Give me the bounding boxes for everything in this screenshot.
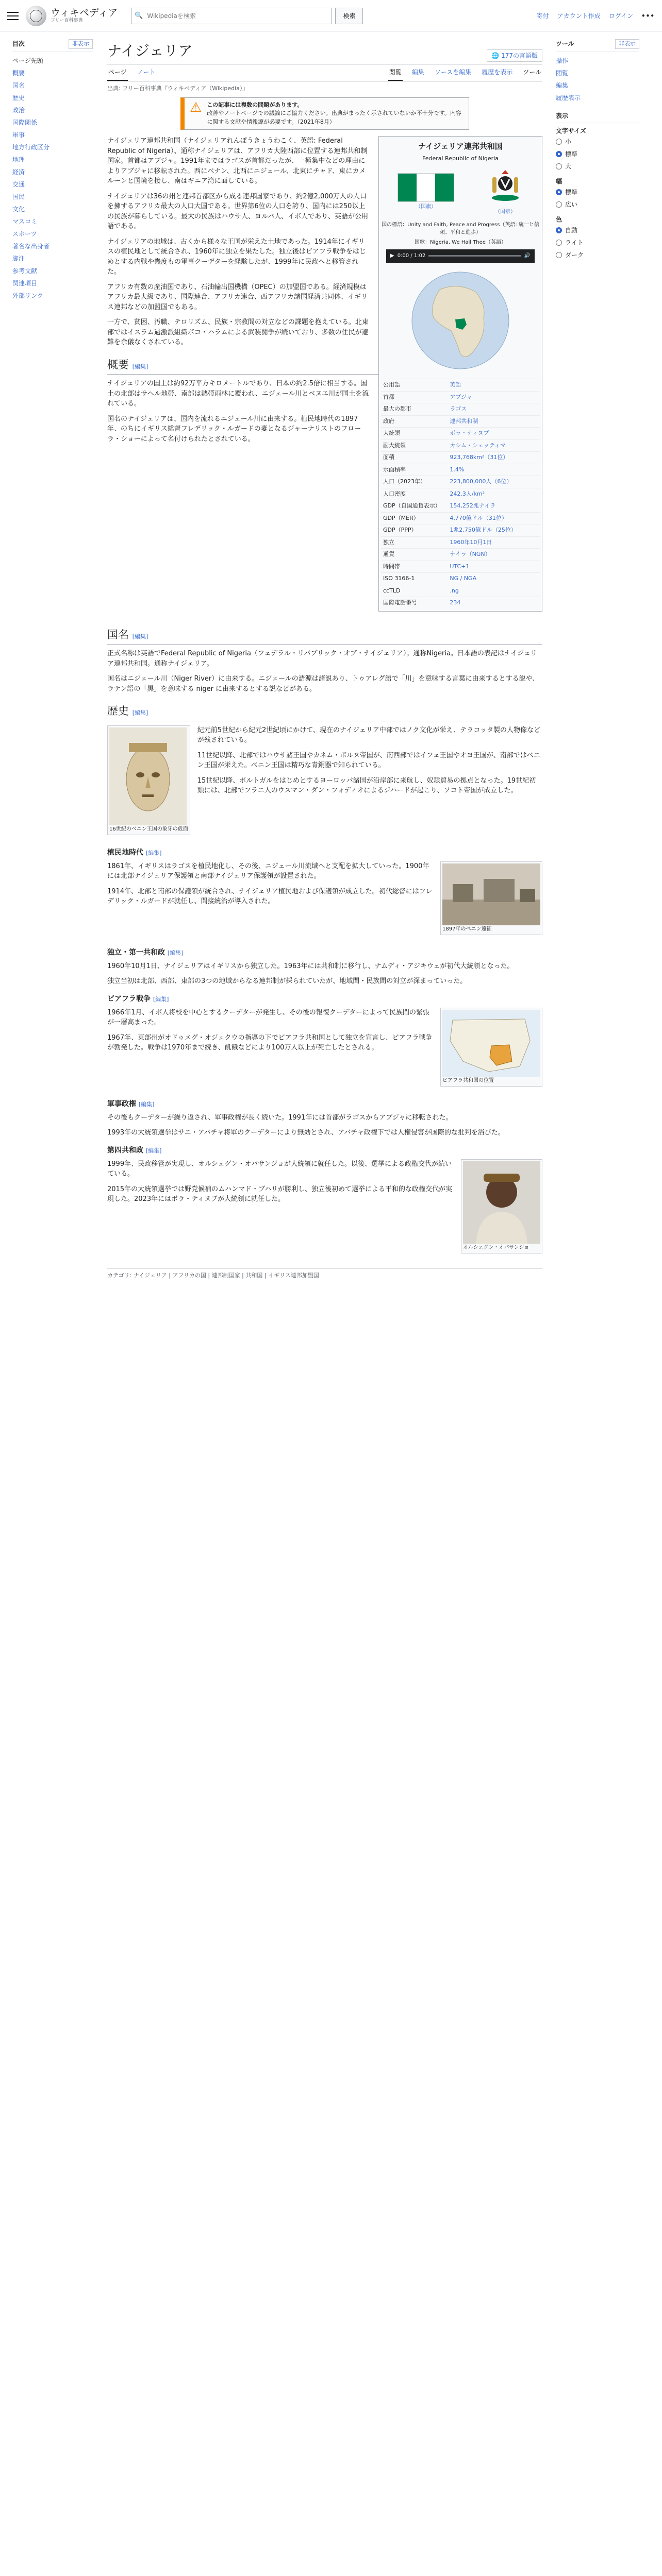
width-label: 幅 (556, 177, 562, 185)
history-paragraph: 11世紀以降、北部ではハウサ諸王国やカネム・ボルヌ帝国が、南西部ではイフェ王国やオヨ王国が、南部ではベニン王国が栄えた。ベニン王国は精巧な青銅器で知られている。 (197, 751, 540, 769)
infobox-row (381, 573, 540, 585)
infobox-key: GDP（自国通貨表示） (381, 500, 448, 513)
infobox-value[interactable]: UTC+1 (448, 561, 540, 573)
appearance-title: 表示 (556, 112, 569, 120)
infobox-row (381, 536, 540, 549)
toc-item[interactable]: 概要 (12, 69, 25, 77)
tool-link[interactable]: 閲覧 (556, 69, 569, 77)
infobox-row (381, 561, 540, 573)
colonial-paragraph: 1914年、北部と南部の保護領が統合され、ナイジェリア植民地および保護領が成立した。初代総督にはフレデリック・ルガードが就任し、間接統治が導入された。 (107, 887, 433, 905)
infobox-key: 大統領 (381, 428, 448, 440)
infobox-key: 独立 (381, 536, 448, 549)
width-option[interactable]: 標準 (556, 186, 639, 198)
fourth-paragraph: 1999年、民政移管が実現し、オルシェグン・オバサンジョが大統領に就任した。以後、選挙による政権交代が続いている。 (107, 1160, 452, 1178)
toc-item[interactable]: 経済 (12, 168, 25, 176)
history-paragraph: 紀元前5世紀から紀元2世紀頃にかけて、現在のナイジェリア中部ではノク文化が栄え、テラコッタ製の人物像などが残されている。 (197, 726, 540, 744)
tool-link[interactable]: 操作 (556, 57, 569, 64)
infobox-key: 人口密度 (381, 488, 448, 500)
lead-paragraph: ナイジェリア連邦共和国（ナイジェリアれんぽうきょうわこく、英語: Federal Republic of Nigeria）、通称ナイジェリアは、アフリカ大陸西部に位置する連邦共和制国家。首都はアブジャ。1991年まではラゴスが首都だったが、一極集中などの理由によりアブジャに移転された。西にベナン、北西にニジェール、北東にチャド、東にカメルーンと国境を接し、南はギニア湾に面している。 (107, 137, 368, 185)
toc-title: 目次 (12, 40, 25, 47)
infobox-row (381, 439, 540, 452)
toc-item[interactable]: マスコミ (12, 217, 38, 225)
colonial-thumbnail[interactable] (440, 861, 542, 935)
infobox-value[interactable]: 1.4% (448, 464, 540, 476)
tools-hide-button[interactable]: 非表示 (615, 39, 639, 49)
military-paragraph: その後もクーデターが繰り返され、軍事政権が長く続いた。1991年には首都がラゴスからアブジャに移転された。 (107, 1113, 453, 1122)
edit-section-link[interactable]: [編集] (138, 1100, 155, 1108)
location-map[interactable] (381, 265, 540, 379)
infobox-row (381, 500, 540, 513)
color-option[interactable]: ライト (556, 236, 639, 249)
map-caption: ビアフラ共和国の位置 (442, 1077, 494, 1083)
radio-icon (556, 227, 562, 233)
infobox-row (381, 391, 540, 403)
independence-paragraph: 独立当初は北部、西部、東部の3つの地域からなる連邦制が採られていたが、地域間・民族間の対立が深まっていった。 (107, 977, 467, 985)
toc-item[interactable]: 政治 (12, 106, 25, 114)
tool-link[interactable]: 履歴表示 (556, 94, 581, 101)
wikipedia-globe-icon (26, 6, 46, 26)
historic-photo-image (442, 863, 540, 925)
infobox-value[interactable]: 242.3人/km² (448, 488, 540, 500)
mask-caption: 16世紀のベニン王国の象牙の仮面 (109, 826, 188, 832)
toc-item[interactable]: 文化 (12, 205, 25, 213)
infobox-key: 水面積率 (381, 464, 448, 476)
infobox-key: 人口（2023年） (381, 476, 448, 488)
civil-war-paragraph: 1966年1月、イボ人将校を中心とするクーデターが発生し、その後の報復クーデターによって民族間の緊張が一層高まった。 (107, 1008, 430, 1026)
tab-page[interactable]: ページ (107, 64, 128, 81)
portrait-image (463, 1161, 540, 1244)
infobox-value[interactable]: 4,770億ドル（31位） (448, 512, 540, 524)
map-thumbnail[interactable] (440, 1008, 542, 1087)
infobox-key: ccTLD (381, 585, 448, 597)
globe-location-icon (409, 269, 512, 372)
military-paragraph: 1993年の大統領選挙はサニ・アバチャ将軍のクーデターにより無効とされ、アバチャ政権下では人権侵害が国際的な批判を浴びた。 (107, 1129, 505, 1137)
tab-talk[interactable]: ノート (137, 69, 156, 76)
flag-white-center (417, 174, 435, 201)
section-name: 国名 [編集] (107, 627, 542, 645)
edit-section-link[interactable]: [編集] (167, 949, 184, 956)
anthem-player[interactable] (386, 249, 535, 263)
toc-item[interactable]: 参考文献 (12, 267, 38, 275)
infobox-value[interactable]: 154,252兆ナイラ (448, 500, 540, 513)
logo-subtitle: フリー百科事典 (51, 18, 83, 23)
toc-item[interactable]: 国民 (12, 193, 25, 200)
subsection-military: 軍事政権 [編集] (107, 1099, 155, 1108)
infobox-row (381, 549, 540, 561)
flag-green-right (435, 174, 454, 201)
page-title: ナイジェリア (107, 42, 193, 59)
national-flag[interactable] (398, 173, 454, 202)
coa-caption[interactable]: （国章） (495, 209, 516, 215)
notice-title: この記事には複数の問題があります。 (207, 101, 303, 108)
subsection-independence: 独立・第一共和政 [編集] (107, 948, 184, 957)
tool-link[interactable]: 編集 (556, 81, 569, 89)
infobox-row (381, 585, 540, 597)
site-logo[interactable] (26, 6, 118, 26)
volume-icon[interactable]: 🔊 (524, 253, 531, 259)
notice-body: 改善やノートページでの議論にご協力ください。出典がまったく示されていないか不十分です。内容に関する文献や情報源が必要です。（2021年8月） (207, 110, 461, 125)
infobox-row (381, 464, 540, 476)
text-size-option[interactable]: 標準 (556, 148, 639, 160)
infobox-subtitle: Federal Republic of Nigeria (422, 155, 499, 162)
width-option[interactable]: 広い (556, 198, 639, 211)
section-history: 歴史 [編集] (107, 703, 542, 721)
toc-item[interactable]: 歴史 (12, 94, 25, 101)
edit-section-link[interactable]: [編集] (132, 709, 148, 716)
logo-title: ウィキペディア (51, 7, 118, 19)
page-tabs (107, 64, 542, 81)
flag-caption[interactable]: （国旗） (416, 204, 436, 210)
infobox-value[interactable]: 234 (448, 597, 540, 609)
infobox-value[interactable]: ラゴス (448, 403, 540, 416)
infobox-row (381, 428, 540, 440)
radio-icon (556, 189, 562, 195)
infobox-key: 面積 (381, 452, 448, 464)
play-icon[interactable]: ▶ (390, 253, 394, 259)
history-paragraph: 15世紀以降、ポルトガルをはじめとするヨーロッパ諸国が沿岸部に来航し、奴隷貿易の拠点となった。19世紀初頭には、北部でフラニ人のウスマン・ダン・フォディオによるジハードが起こり、ソコト帝国が成立した。 (197, 776, 536, 794)
anthem: 国歌：Nigeria, We Hail Thee（英語） (415, 239, 506, 245)
toc-item[interactable]: スポーツ (12, 230, 37, 238)
toc-item[interactable]: 脚注 (12, 255, 25, 262)
toc-item[interactable]: 軍事 (12, 131, 25, 139)
infobox-key: 通貨 (381, 549, 448, 561)
search-button[interactable]: 検索 (335, 8, 363, 24)
infobox-title: ナイジェリア連邦共和国 (418, 142, 503, 151)
text-size-option[interactable]: 大 (556, 160, 639, 173)
main-content (98, 32, 552, 1280)
colonial-caption: 1897年のベニン遠征 (442, 926, 492, 932)
portrait-thumbnail[interactable] (461, 1159, 542, 1253)
color-option[interactable]: 自動 (556, 224, 639, 236)
color-option[interactable]: ダーク (556, 249, 639, 261)
name-paragraph: 国名はニジェール川（Niger River）に由来する。ニジェールの語源は諸説あり、トゥアレグ語で「川」を意味する言葉に由来するとする説や、ラテン語の「黒」を意味する niger に由来するとする説などがある。 (107, 675, 539, 693)
edit-section-link[interactable]: [編集] (153, 995, 169, 1003)
toc-item[interactable]: 地理 (12, 156, 25, 163)
text-size-option[interactable]: 小 (556, 135, 639, 148)
infobox-row (381, 524, 540, 537)
colonial-paragraph: 1861年、イギリスはラゴスを植民地化し、その後、ニジェール川流域へと支配を拡大していった。1900年には北部ナイジェリア保護領と南部ナイジェリア保護領が設置された。 (107, 862, 429, 880)
table-of-contents (7, 32, 98, 1280)
infobox-value[interactable]: 223,800,000人（6位） (448, 476, 540, 488)
infobox-value[interactable]: カシム・シェッティマ (448, 439, 540, 452)
radio-icon (556, 201, 562, 208)
edit-section-link[interactable]: [編集] (132, 363, 148, 370)
lead-paragraph: ナイジェリアは36の州と連邦首都区から成る連邦国家であり、約2億2,000万人の人口を擁するアフリカ最大の人口大国である。世界第6位の人口を誇り、国内には250以上の民族が暮らしている。最大の民族はハウサ人、ヨルバ人、イボ人であり、英語が公用語である。 (107, 192, 369, 230)
civil-war-paragraph: 1967年、東部州がオドゥメグ・オジュクウの指導の下でビアフラ共和国として独立を宣言し、ビアフラ戦争が勃発した。戦争は1970年まで続き、飢餓などにより100万人以上が死亡したとされる。 (107, 1033, 433, 1052)
radio-icon (556, 252, 562, 258)
infobox-row (381, 512, 540, 524)
search-input[interactable] (146, 12, 332, 20)
search-icon: 🔍 (135, 11, 143, 20)
infobox-row (381, 597, 540, 609)
toc-item[interactable]: ページ先頭 (12, 57, 43, 64)
edit-section-link[interactable]: [編集] (132, 633, 148, 640)
infobox-key: 時間帯 (381, 561, 448, 573)
toc-item[interactable]: 関連項目 (12, 279, 38, 287)
audio-progress[interactable] (428, 255, 521, 257)
independence-paragraph: 1960年10月1日、ナイジェリアはイギリスから独立した。1963年には共和制に移行し、ナムディ・アジキウェが初代大統領となった。 (107, 962, 514, 970)
overview-paragraph: ナイジェリアの国土は約92万平方キロメートルであり、日本の約2.5倍に相当する。国土の北部はサヘル地帯、南部は熱帯雨林に覆われ、ニジェール川とベヌエ川が国土を流れている。 (107, 380, 369, 408)
infobox-value[interactable]: .ng (448, 585, 540, 597)
maintenance-notice (180, 97, 469, 130)
subsection-fourth-republic: 第四共和政 [編集] (107, 1146, 162, 1155)
tools-panel (552, 32, 639, 1280)
edit-section-link[interactable]: [編集] (145, 849, 162, 856)
lead-paragraph: 一方で、貧困、汚職、テロリズム、民族・宗教間の対立などの課題を抱えている。北東部ではイスラム過激派組織ボコ・ハラムによる武装闘争が続いており、多数の住民が避難を余儀なくされている。 (107, 318, 369, 346)
infobox-value[interactable]: アブジャ (448, 391, 540, 403)
radio-icon (556, 240, 562, 246)
coat-of-arms-icon[interactable] (487, 168, 523, 204)
infobox-value[interactable]: 923,768km²（31位） (448, 452, 540, 464)
toc-item[interactable]: 地方行政区分 (12, 143, 50, 151)
infobox-value[interactable]: ボラ・ティヌブ (448, 428, 540, 440)
name-paragraph: 正式名称は英語でFederal Republic of Nigeria（フェデラル・リパブリック・オブ・ナイジェリア）。通称Nigeria。日本語の表記はナイジェリア連邦共和国。通称ナイジェリア。 (107, 650, 537, 668)
infobox-key: 首都 (381, 391, 448, 403)
audio-time: 0:00 / 1:02 (397, 253, 426, 259)
infobox-value[interactable]: 英語 (448, 379, 540, 392)
infobox-value[interactable]: 1兆2,750億ドル（25位） (448, 524, 540, 537)
motto: 国の標語：Unity and Faith, Peace and Progress（英語: 統一と信頼、平和と進歩） (382, 222, 539, 235)
infobox-value[interactable]: 連邦共和制 (448, 415, 540, 428)
color-label: 色 (556, 215, 562, 223)
search-box (131, 8, 332, 24)
toc-item[interactable]: 外部リンク (12, 292, 43, 299)
infobox-value[interactable]: NG / NGA (448, 573, 540, 585)
ivory-mask-image (109, 727, 187, 825)
infobox-row (381, 488, 540, 500)
toc-hide-button[interactable]: 非表示 (69, 39, 93, 49)
create-account-link[interactable]: アカウント作成 (557, 12, 601, 20)
infobox-key: 国際電話番号 (381, 597, 448, 609)
category-links[interactable]: カテゴリ: ナイジェリア | アフリカの国 | 連邦制国家 | 共和国 | イギリス連邦加盟国 (107, 1268, 542, 1280)
infobox-key: 公用語 (381, 379, 448, 392)
main-menu-icon[interactable] (7, 12, 19, 20)
toc-item[interactable]: 国際関係 (12, 118, 38, 126)
tab-history[interactable]: 履歴を表示 (482, 69, 513, 76)
lead-paragraph: アフリカ有数の産油国であり、石油輸出国機構（OPEC）の加盟国である。経済規模はアフリカ最大級であり、国際連合、アフリカ連合、西アフリカ諸国経済共同体、イギリス連邦などの加盟国でもある。 (107, 283, 368, 311)
subsection-civil-war: ビアフラ戦争 [編集] (107, 994, 169, 1003)
fourth-paragraph: 2015年の大統領選挙では野党候補のムハンマド・ブハリが勝利し、独立後初めて選挙による平和的な政権交代が実現した。2023年にはボラ・ティヌブが大統領に就任した。 (107, 1185, 453, 1203)
warning-icon: ⚠ (190, 99, 202, 115)
text-size-label: 文字サイズ (556, 127, 587, 134)
language-button[interactable]: 🌐 177の言語版 (487, 49, 542, 62)
tab-read[interactable]: 閲覧 (388, 64, 403, 81)
radio-icon (556, 139, 562, 145)
overview-paragraph: 国名のナイジェリアは、国内を流れるニジェール川に由来する。植民地時代の1897年、のちにイギリス総督フレデリック・ルガードの妻となるジャーナリストのフローラ・ショーによって名付けられたとされている。 (107, 415, 361, 443)
donate-link[interactable]: 寄付 (536, 12, 549, 20)
radio-icon (556, 163, 562, 170)
login-link[interactable]: ログイン (608, 12, 633, 20)
infobox-row (381, 415, 540, 428)
infobox-key: ISO 3166-1 (381, 573, 448, 585)
flag-green-left (398, 174, 417, 201)
top-bar (0, 0, 662, 32)
more-options-icon[interactable]: ••• (641, 12, 655, 20)
tab-tools[interactable]: ツール (523, 69, 541, 76)
site-sub: 出典: フリー百科事典『ウィキペディア（Wikipedia）』 (107, 85, 249, 92)
mask-thumbnail[interactable] (107, 725, 190, 835)
infobox-row (381, 476, 540, 488)
infobox-key: 最大の都市 (381, 403, 448, 416)
infobox-row (381, 452, 540, 464)
personal-tools (537, 11, 655, 21)
infobox-table (381, 379, 540, 609)
section-overview: 概要 [編集] (107, 357, 542, 375)
toc-item[interactable]: 著名な出身者 (12, 242, 50, 250)
infobox-row (381, 379, 540, 392)
translate-icon: 🌐 (491, 52, 502, 59)
infobox-key: 政府 (381, 415, 448, 428)
tab-edit-source[interactable]: ソースを編集 (434, 69, 472, 76)
infobox-value[interactable]: ナイラ（NGN） (448, 549, 540, 561)
infobox-value[interactable]: 1960年10月1日 (448, 536, 540, 549)
biafra-map-image (442, 1010, 540, 1077)
tab-edit[interactable]: 編集 (411, 69, 424, 76)
portrait-caption: オルシェグン・オバサンジョ (463, 1244, 529, 1250)
infobox-key: 副大統領 (381, 439, 448, 452)
tools-title: ツール (556, 40, 574, 47)
infobox-key: GDP（PPP） (381, 524, 448, 537)
infobox-row (381, 403, 540, 416)
radio-icon (556, 151, 562, 157)
toc-item[interactable]: 国名 (12, 81, 25, 89)
lead-paragraph: ナイジェリアの地域は、古くから様々な王国が栄えた土地であった。1914年にイギリスの植民地として統合され、1960年に独立を果たした。独立後はビアフラ戦争をはじめとする内戦や幾度もの軍事クーデターを経験したが、1999年に民政へと移管された。 (107, 238, 366, 276)
edit-section-link[interactable]: [編集] (145, 1147, 162, 1154)
toc-item[interactable]: 交通 (12, 180, 25, 188)
infobox (378, 136, 542, 612)
infobox-key: GDP（MER） (381, 512, 448, 524)
subsection-colonial: 植民地時代 [編集] (107, 848, 162, 857)
